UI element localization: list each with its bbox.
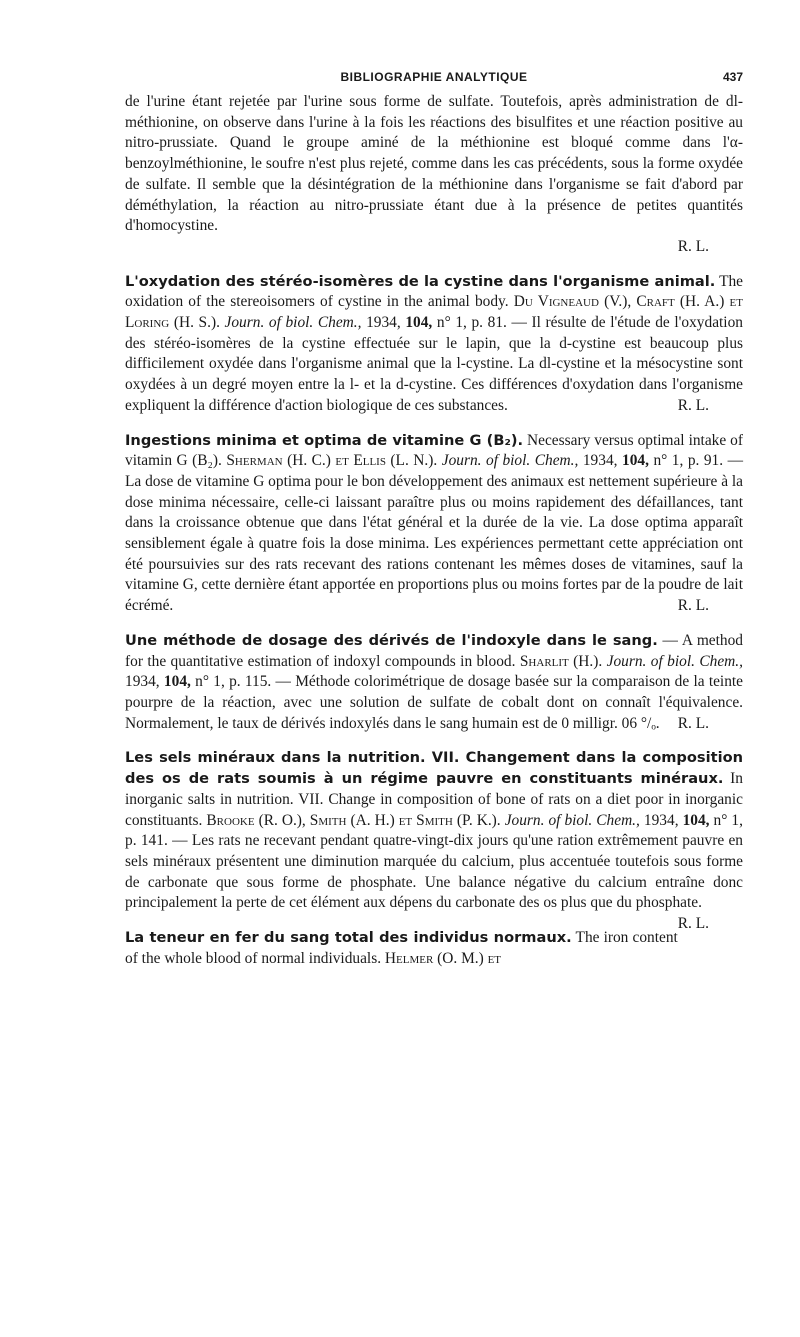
running-head — [125, 70, 743, 92]
entry-journal: Journ. of biol. Chem., — [504, 811, 640, 829]
abstract-entry — [125, 272, 743, 417]
entry-year: 1934, — [582, 452, 618, 470]
entry-english-title: Necessary versus optimal intake of vitamin G (B₂). — [125, 431, 743, 470]
entry-title: La teneur en fer du sang total des individus normaux. — [125, 929, 572, 947]
continuation-text: de l'urine étant rejetée par l'urine sous forme de sulfate. Toutefois, après administration de dl-méthionine, on observe dans l'urine à la fois les réactions des bisulfites et une réaction positive au nitro-prussiate. Quand le groupe aminé de la méthionine est bloqué comme dans l'α-benzoylméthionine, le soufre n'est plus rejeté, comme dans les cas précédents, sous la forme oxydée de sulfate. Il semble que la désintégration de la méthionine dans l'organisme se fait d'abord par déméthylation, la réaction au nitro-prussiate étant due à la présence de petites quantités d'homocystine. — [125, 93, 743, 235]
entry-text: — La dose de vitamine G optima pour le bon développement des animaux est nettement supérieure à la dose minima nécessaire, celle-ci laissant paraître plus ou moins rapidement des défaillances, tant dans la croissance obtenue que dans l'état général et la durée de la vie. La dose optima apparaît sensiblement égale à quatre fois la dose minima. Les expériences permettant cette appréciation ont été poursuivies sur des rats recevant des rations contenant les mêmes doses de vitamines, sauf la vitamine G, cette dernière étant apportée en proportions plus ou moins fortes par de la poudre de lait écrémé. — [125, 452, 743, 615]
entry-year: 1934, — [366, 314, 401, 332]
entry-title: Une méthode de dosage des dérivés de l'indoxyle dans le sang. — [125, 631, 658, 649]
entry-volume: 104, — [163, 673, 191, 691]
entry-text: — Il résulte de l'étude de l'oxydation des stéréo-isomères de la cystine effectuée sur le lapin, que la d-cystine est beaucoup plus difficilement oxydée dans l'organisme animal que la l-cystine. La dl-cystine et la mésocystine sont oxydées à un degré moyen entre la l- et la d-cystine. Ces différences d'oxydation dans l'organisme expliquent la différence d'action biologique de ces substances. — [125, 314, 743, 414]
entry-signature: R. L. — [677, 915, 709, 933]
abstract-entry — [125, 748, 743, 933]
entry-year: 1934, — [125, 673, 160, 691]
entry-english-title: The iron content of the whole blood of normal individuals. — [125, 929, 678, 967]
entry-authors: Du Vigneaud (V.), Craft (H. A.) et Loring (H. S.). — [125, 293, 743, 332]
entry-english-title: In inorganic salts in nutrition. VII. Change in composition of bone of rats on a diet poor in inorganic constituants. — [125, 770, 743, 829]
running-title: BIBLIOGRAPHIE ANALYTIQUE — [340, 70, 528, 84]
entry-title: Ingestions minima et optima de vitamine G (B₂). — [125, 431, 524, 449]
entry-journal: Journ. of biol. Chem., — [441, 452, 579, 470]
page — [125, 70, 743, 969]
page-number: 437 — [722, 70, 743, 84]
abstract-entry — [125, 928, 743, 969]
entry-signature: R. L. — [677, 714, 709, 732]
entry-issue: n° 1, p. 81. — [436, 314, 507, 332]
entry-volume: 104, — [405, 314, 433, 332]
continuation-signature: R. L. — [677, 237, 709, 255]
entry-title: Les sels minéraux dans la nutrition. VII. Changement dans la composition des os de rats soumis à un régime pauvre en constituants minéraux. — [125, 749, 743, 788]
entry-english-title: — A method for the quantitative estimation of indoxyl compounds in blood. — [125, 631, 744, 670]
entry-english-title: The oxidation of the stereoisomers of cystine in the animal body. — [125, 272, 743, 311]
entry-year: 1934, — [643, 811, 679, 829]
entry-issue: n° 1, p. 141. — [125, 811, 743, 850]
continuation-paragraph — [125, 92, 743, 237]
entry-text: — Les rats ne recevant pendant quatre-vingt-dix jours qu'une ration extrêmement pauvre en sels minéraux présentent une diminution marquée du calcium, plus accentuée toutefois sous forme de carbonate que sous forme de phosphate. Une balance négative du calcium entraîne donc principalement la perte de cet élément aux dépens du carbonate des os plus que du phosphate. — [125, 832, 743, 912]
abstract-entry — [125, 631, 743, 735]
entry-signature: R. L. — [677, 396, 709, 414]
entry-issue: n° 1, p. 91. — [653, 452, 724, 470]
entry-authors: Sherman (H. C.) et Ellis (L. N.). — [226, 452, 438, 470]
entry-title: L'oxydation des stéréo-isomères de la cystine dans l'organisme animal. — [125, 272, 716, 290]
entry-authors: Brooke (R. O.), Smith (A. H.) et Smith (P. K.). — [206, 811, 501, 829]
entry-issue: n° 1, p. 115. — [195, 673, 272, 691]
abstract-entry — [125, 431, 743, 617]
entry-volume: 104, — [682, 811, 710, 829]
entry-authors: Helmer (O. M.) et — [384, 949, 502, 967]
entry-journal: Journ. of biol. Chem., — [224, 314, 362, 332]
entry-text: — Méthode colorimétrique de dosage basée sur la comparaison de la teinte pourpre de la réaction, avec une solution de sulfate de cobalt dont on connaît l'équivalence. Normalement, le taux de dérivés indoxylés dans le sang humain est de 0 milligr. 06 °/ₒ. — [125, 673, 744, 732]
entry-authors: Sharlit (H.). — [519, 652, 603, 670]
entry-signature: R. L. — [677, 597, 709, 615]
entry-volume: 104, — [622, 452, 649, 470]
entry-journal: Journ. of biol. Chem., — [606, 652, 743, 670]
